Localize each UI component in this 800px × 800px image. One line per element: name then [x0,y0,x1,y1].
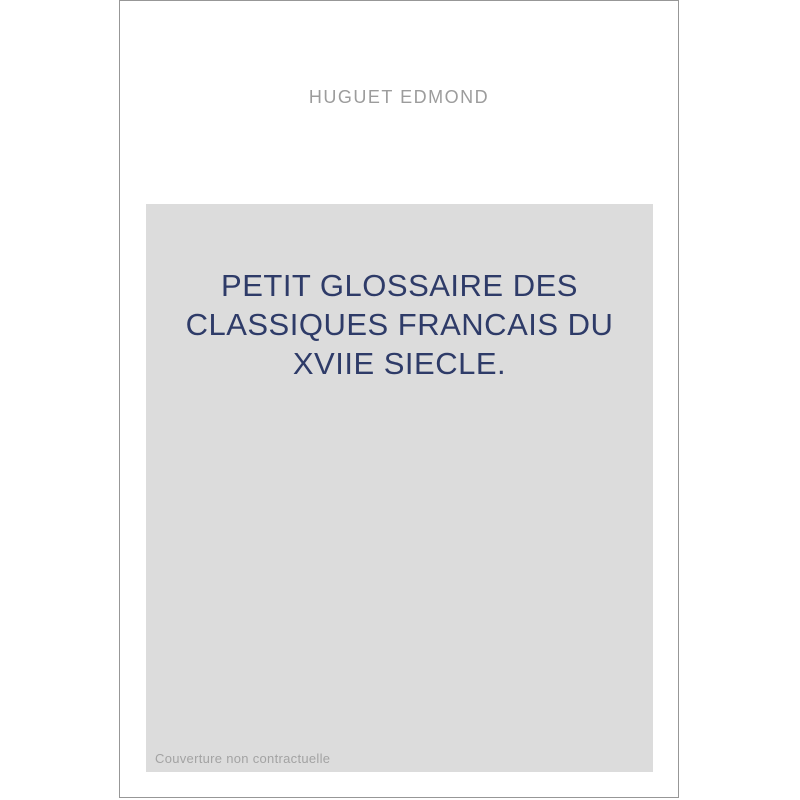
cover-disclaimer: Couverture non contractuelle [155,751,331,766]
book-title-line-2: CLASSIQUES FRANCAIS DU [185,307,614,342]
book-cover [119,0,679,798]
book-title-line-1: PETIT GLOSSAIRE DES [221,268,578,303]
cover-placeholder [146,204,653,772]
book-title [146,204,653,383]
author-name: HUGUET EDMOND [308,87,490,107]
book-title-line-3: XVIIE SIECLE. [292,346,507,381]
